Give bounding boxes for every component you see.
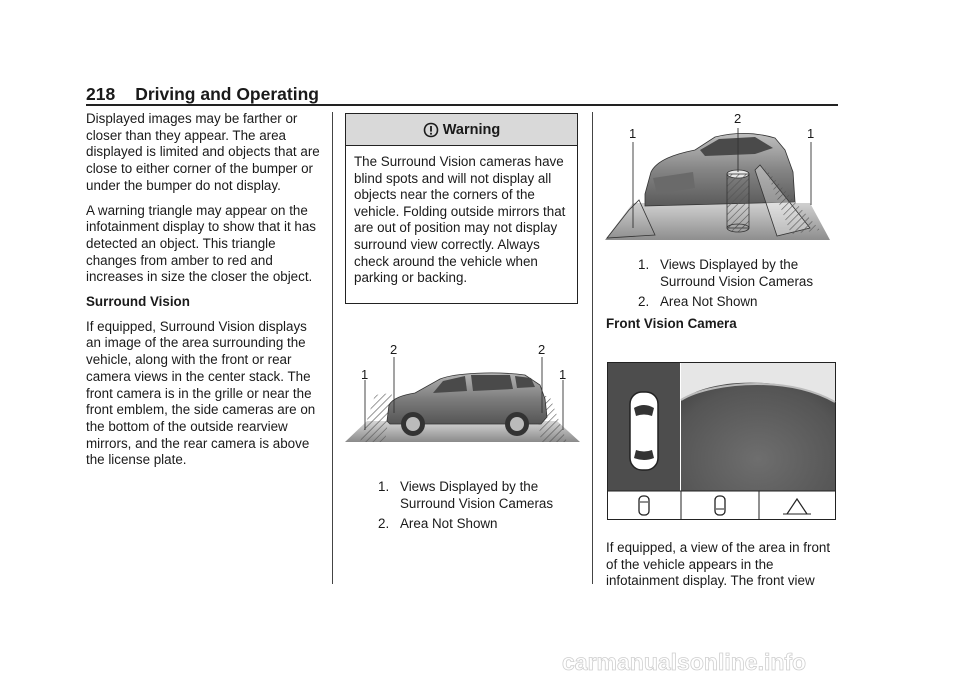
column-divider-left bbox=[332, 112, 333, 584]
warning-box bbox=[345, 113, 578, 304]
front-vision-heading: Front Vision Camera bbox=[606, 316, 737, 331]
front-vision-paragraph: If equipped, a view of the area in front of the vehicle appears in the infotainment display. The front view bbox=[606, 540, 831, 589]
warning-title: Warning bbox=[442, 121, 501, 138]
callout-label: 1 bbox=[629, 126, 637, 141]
watermark bbox=[560, 648, 900, 676]
vehicle-windshield-icon bbox=[634, 405, 654, 416]
callout-label: 2 bbox=[538, 342, 546, 357]
section-title: Driving and Operating bbox=[135, 84, 319, 104]
car-rear-icon bbox=[715, 496, 725, 515]
header-rule bbox=[86, 104, 838, 106]
left-column bbox=[86, 111, 322, 477]
warning-text: The Surround Vision cameras have blind spots and will not display all objects near the corners of the vehicle. Folding outside mirrors that are out of position may not display surround view correctly. Always check around the vehicle when parking or backing. bbox=[354, 154, 566, 286]
watermark-text: carmanualsonline.info bbox=[562, 649, 807, 675]
warning-header bbox=[346, 114, 577, 146]
car-front-icon bbox=[639, 496, 649, 515]
infotainment-display-figure bbox=[607, 362, 836, 520]
side-figure-caption bbox=[378, 479, 578, 537]
front-figure-caption bbox=[638, 257, 838, 315]
vehicle-rear-window-icon bbox=[634, 450, 654, 460]
rear-view-button[interactable] bbox=[715, 496, 725, 515]
wheel-hub bbox=[406, 417, 420, 431]
front-view-button[interactable] bbox=[639, 496, 649, 515]
vehicle-window bbox=[515, 376, 535, 388]
page-number: 218 bbox=[86, 84, 116, 104]
hidden-column bbox=[727, 174, 749, 228]
column-divider-right bbox=[592, 112, 593, 584]
caption-item: 1. Views Displayed by the Surround Vision Cameras bbox=[638, 257, 814, 289]
section-heading: Surround Vision bbox=[86, 294, 190, 310]
paragraph: If equipped, Surround Vision displays an image of the area surrounding the vehicle, along with the front or rear camera views in the center stack. The front camera is in the grille or near the front emblem, the side cameras are on the bottom of the outside rearview mirrors, and the rear camera is above the license plate. bbox=[86, 318, 316, 468]
caption-item: 2. Area Not Shown bbox=[638, 294, 758, 310]
vehicle-window bbox=[471, 375, 513, 391]
hidden-column-base bbox=[727, 224, 749, 232]
callout-label: 1 bbox=[361, 367, 369, 382]
side-view-camera-diagram bbox=[345, 335, 580, 447]
caption-item: 1. Views Displayed by the Surround Vision Cameras bbox=[378, 479, 554, 511]
paragraph: A warning triangle may appear on the infotainment display to show that it has detected an object. This triangle changes from amber to red and increases in size the closer the object. bbox=[86, 202, 317, 285]
paragraph: Displayed images may be farther or closer than they appear. The area displayed is limited and objects that are close to either corner of the bumper or under the bumper do not display. bbox=[86, 111, 320, 193]
warning-icon bbox=[423, 122, 439, 138]
callout-label: 1 bbox=[559, 367, 567, 382]
caption-item: 2. Area Not Shown bbox=[378, 516, 498, 532]
page-header bbox=[86, 84, 319, 105]
front-view-camera-diagram bbox=[605, 110, 830, 248]
callout-label: 1 bbox=[807, 126, 815, 141]
callout-label: 2 bbox=[390, 342, 398, 357]
callout-label: 2 bbox=[734, 111, 742, 126]
wheel-hub bbox=[510, 417, 524, 431]
